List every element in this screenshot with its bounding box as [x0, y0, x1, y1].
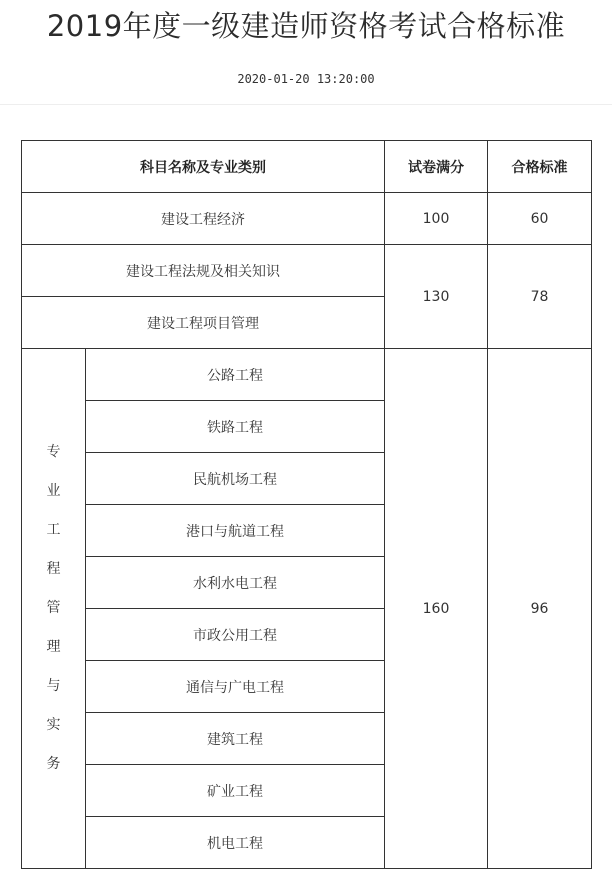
table-header-row — [22, 141, 592, 193]
pass-score: 60 — [488, 193, 592, 245]
table-row — [22, 193, 592, 245]
full-score: 160 — [385, 349, 488, 869]
header-full-score: 试卷满分 — [385, 141, 488, 193]
specialty-name: 港口与航道工程 — [86, 505, 385, 557]
label-char: 管 — [46, 600, 61, 616]
full-score: 100 — [385, 193, 488, 245]
specialty-name: 通信与广电工程 — [86, 661, 385, 713]
article-title: 2019年度一级建造师资格考试合格标准 — [46, 9, 566, 43]
specialty-name: 建筑工程 — [86, 713, 385, 765]
header-divider — [0, 104, 612, 105]
specialty-name: 市政公用工程 — [86, 609, 385, 661]
publish-datetime: 2020-01-20 13:20:00 — [237, 72, 375, 86]
pass-score: 96 — [488, 349, 592, 869]
pass-standard-table — [21, 140, 592, 869]
specialty-name: 机电工程 — [86, 817, 385, 869]
vertical-label — [46, 433, 62, 784]
label-char: 业 — [46, 483, 61, 499]
practice-group-label — [22, 349, 86, 869]
subject-name: 建设工程法规及相关知识 — [22, 245, 385, 297]
label-char: 工 — [46, 522, 61, 538]
label-char: 实 — [46, 717, 61, 733]
specialty-name: 水利水电工程 — [86, 557, 385, 609]
label-char: 与 — [46, 678, 61, 694]
table-row — [22, 245, 592, 297]
label-char: 程 — [46, 561, 61, 577]
full-score: 130 — [385, 245, 488, 349]
header-pass-score: 合格标准 — [488, 141, 592, 193]
subject-name: 建设工程项目管理 — [22, 297, 385, 349]
label-char: 务 — [46, 756, 61, 772]
subject-name: 建设工程经济 — [22, 193, 385, 245]
label-char: 理 — [46, 639, 61, 655]
header-subject: 科目名称及专业类别 — [22, 141, 385, 193]
label-char: 专 — [46, 444, 61, 460]
specialty-name: 铁路工程 — [86, 401, 385, 453]
specialty-name: 公路工程 — [86, 349, 385, 401]
pass-score: 78 — [488, 245, 592, 349]
table-row — [22, 349, 592, 401]
specialty-name: 矿业工程 — [86, 765, 385, 817]
specialty-name: 民航机场工程 — [86, 453, 385, 505]
